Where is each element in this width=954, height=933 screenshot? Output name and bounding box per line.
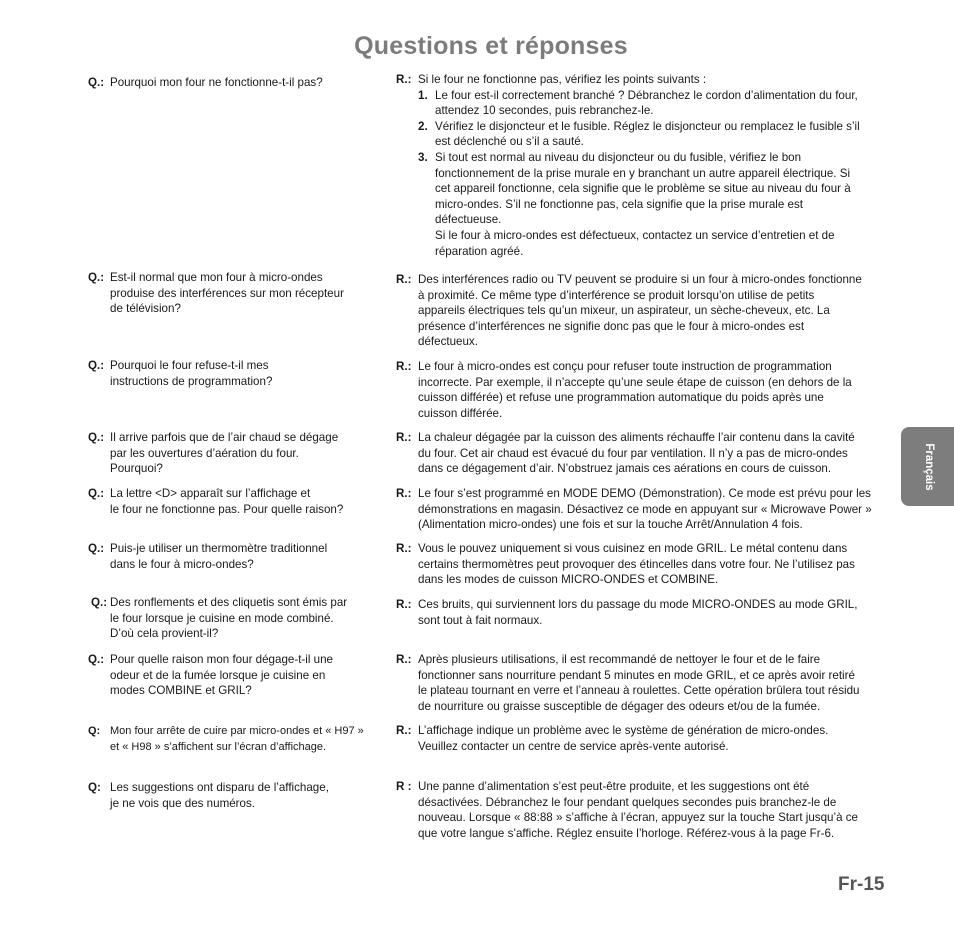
question-text: Pourquoi le four refuse-t-il mes instructions de programmation? bbox=[110, 359, 273, 388]
question-10 bbox=[88, 780, 388, 811]
answer-step bbox=[418, 119, 902, 150]
answer-3 bbox=[396, 359, 902, 421]
answer-6 bbox=[396, 541, 902, 588]
answer-step bbox=[418, 150, 902, 228]
step-number: 2. bbox=[418, 119, 428, 133]
answer-steps bbox=[418, 88, 902, 228]
question-text: Les suggestions ont disparu de l’affichage, je ne vois que des numéros. bbox=[110, 781, 329, 810]
question-1 bbox=[88, 75, 388, 91]
page-title: Questions et réponses bbox=[354, 32, 628, 60]
question-label: Q: bbox=[88, 781, 101, 794]
question-label: Q.: bbox=[88, 542, 105, 555]
page-number: Fr-15 bbox=[838, 874, 885, 895]
answer-label: R.: bbox=[396, 724, 412, 737]
answer-text: La chaleur dégagée par la cuisson des aliments réchauffe l’air contenu dans la cavité du four. Cet air chaud est évacué du four par ventilation. Il n’y a pas de micro-ondes dans ce dégagement d’air. N’obstruez jamais ces aérations en cours de cuisson. bbox=[418, 431, 855, 476]
step-number: 3. bbox=[418, 150, 428, 164]
question-label: Q.: bbox=[88, 487, 105, 500]
answer-label: R.: bbox=[396, 487, 412, 500]
question-label: Q.: bbox=[88, 653, 105, 666]
question-label: Q.: bbox=[88, 76, 105, 89]
question-7 bbox=[88, 595, 388, 642]
answer-5 bbox=[396, 486, 902, 533]
question-text: Pourquoi mon four ne fonctionne-t-il pas? bbox=[110, 76, 323, 89]
answer-text: Après plusieurs utilisations, il est recommandé de nettoyer le four et de le faire fonctionner sans nourriture pendant 5 minutes en mode GRIL, et ce après avoir retiré le plateau tournant en verre et l’anneau à roulettes. Cette opération brûlera tout résidu de nourriture ou graisse susceptible de dégager des odeurs et/ou de la fumée. bbox=[418, 653, 860, 713]
question-9 bbox=[88, 724, 388, 755]
answer-intro: Si le four ne fonctionne pas, vérifiez les points suivants : bbox=[418, 73, 707, 86]
question-text: Est-il normal que mon four à micro-ondes produise des interférences sur mon récepteur de télévision? bbox=[110, 271, 344, 316]
step-text: Vérifiez le disjoncteur et le fusible. Réglez le disjoncteur ou remplacez le fusible s’il est déclenché ou s’il a sauté. bbox=[435, 119, 860, 149]
answer-9 bbox=[396, 723, 902, 754]
question-6 bbox=[88, 541, 388, 572]
answer-label: R.: bbox=[396, 273, 412, 286]
answer-1 bbox=[396, 72, 902, 259]
answer-label: R.: bbox=[396, 73, 412, 86]
answer-text: L’affichage indique un problème avec le système de génération de micro-ondes. Veuillez contacter un centre de service après-vente autorisé. bbox=[418, 724, 829, 753]
step-text: Le four est-il correctement branché ? Débranchez le cordon d’alimentation du four, attendez 10 secondes, puis rebranchez-le. bbox=[435, 88, 858, 118]
question-label: Q.: bbox=[88, 271, 105, 284]
question-3 bbox=[88, 358, 388, 389]
question-label: Q.: bbox=[88, 431, 105, 444]
question-label: Q.: bbox=[88, 359, 105, 372]
answer-text: Des interférences radio ou TV peuvent se produire si un four à micro-ondes fonctionne à proximité. Ce même type d’interférence se produit lorsqu’on utilise de petits appareils électriques tels qu’un mixeur, un aspirateur, un sèche-cheveux, etc. La présence d’interférences ne signifie donc pas que le four à micro-ondes est défectueux. bbox=[418, 273, 862, 349]
answer-10 bbox=[396, 779, 902, 841]
question-4 bbox=[88, 430, 388, 477]
answer-label: R : bbox=[396, 780, 412, 793]
answer-7 bbox=[396, 597, 902, 628]
answer-text: Le four s’est programmé en MODE DEMO (Démonstration). Ce mode est prévu pour les démonstrations en magasin. Désactivez ce mode en appuyant sur « Microwave Power » (Alimentation micro-ondes) une fois et sur la touche Arrêt/Annulation 4 fois. bbox=[418, 487, 872, 532]
answer-text: Une panne d’alimentation s’est peut-être produite, et les suggestions ont été désactivées. Débranchez le four pendant quelques secondes puis branchez-le de nouveau. Lorsque « 88:88 » s’affiche à l’écran, appuyez sur la touche Start jusqu’à ce que votre langue s’affiche. Réglez ensuite l’horloge. Référez-vous à la page Fr-6. bbox=[418, 780, 858, 840]
question-label: Q.: bbox=[91, 596, 108, 609]
answer-label: R.: bbox=[396, 542, 412, 555]
question-label: Q: bbox=[88, 725, 101, 737]
answer-text: Le four à micro-ondes est conçu pour refuser toute instruction de programmation incorrecte. Par exemple, il n’accepte qu’une seule étape de cuisson (en dehors de la cuisson différée) et refuse une programmation automatique du poids après une cuisson différée. bbox=[418, 360, 852, 420]
question-text: Il arrive parfois que de l’air chaud se dégage par les ouvertures d’aération du four. Pourquoi? bbox=[110, 431, 339, 476]
side-tab-label: Français bbox=[923, 443, 935, 491]
answer-label: R.: bbox=[396, 431, 412, 444]
step-text: Si tout est normal au niveau du disjoncteur ou du fusible, vérifiez le bon fonctionnement de la prise murale en y branchant un autre appareil électrique. Si cet appareil fonctionne, cela signifie que le problème se situe au niveau du four à micro-ondes. S’il ne fonctionne pas, cela signifie que la prise murale est défectueuse. bbox=[435, 150, 851, 227]
answer-text: Vous le pouvez uniquement si vous cuisinez en mode GRIL. Le métal contenu dans certains thermomètres peut provoquer des étincelles dans votre four. Ne l’utilisez pas dans les modes de cuisson MICRO-ONDES et COMBINE. bbox=[418, 542, 855, 587]
question-8 bbox=[88, 652, 388, 699]
answer-8 bbox=[396, 652, 902, 714]
language-side-tab bbox=[901, 427, 954, 506]
answer-label: R.: bbox=[396, 360, 412, 373]
answer-step bbox=[418, 88, 902, 119]
question-text: Des ronflements et des cliquetis sont émis par le four lorsque je cuisine en mode combiné. D’où cela provient-il? bbox=[110, 596, 348, 641]
answer-label: R.: bbox=[396, 598, 412, 611]
answer-text: Ces bruits, qui surviennent lors du passage du mode MICRO-ONDES au mode GRIL, sont tout à fait normaux. bbox=[418, 598, 858, 627]
answer-4 bbox=[396, 430, 902, 477]
answer-2 bbox=[396, 272, 902, 350]
answer-label: R.: bbox=[396, 653, 412, 666]
question-text: La lettre <D> apparaît sur l’affichage et le four ne fonctionne pas. Pour quelle raison? bbox=[110, 487, 344, 516]
question-5 bbox=[88, 486, 388, 517]
question-2 bbox=[88, 270, 388, 317]
answer-outro: Si le four à micro-ondes est défectueux, contactez un service d’entretien et de réparation agréé. bbox=[435, 228, 835, 258]
question-text: Mon four arrête de cuire par micro-ondes et « H97 » et « H98 » s’affichent sur l’écran d’affichage. bbox=[110, 725, 364, 753]
step-number: 1. bbox=[418, 88, 428, 102]
question-text: Pour quelle raison mon four dégage-t-il une odeur et de la fumée lorsque je cuisine en modes COMBINE et GRIL? bbox=[110, 653, 333, 698]
question-text: Puis-je utiliser un thermomètre traditionnel dans le four à micro-ondes? bbox=[110, 542, 328, 571]
